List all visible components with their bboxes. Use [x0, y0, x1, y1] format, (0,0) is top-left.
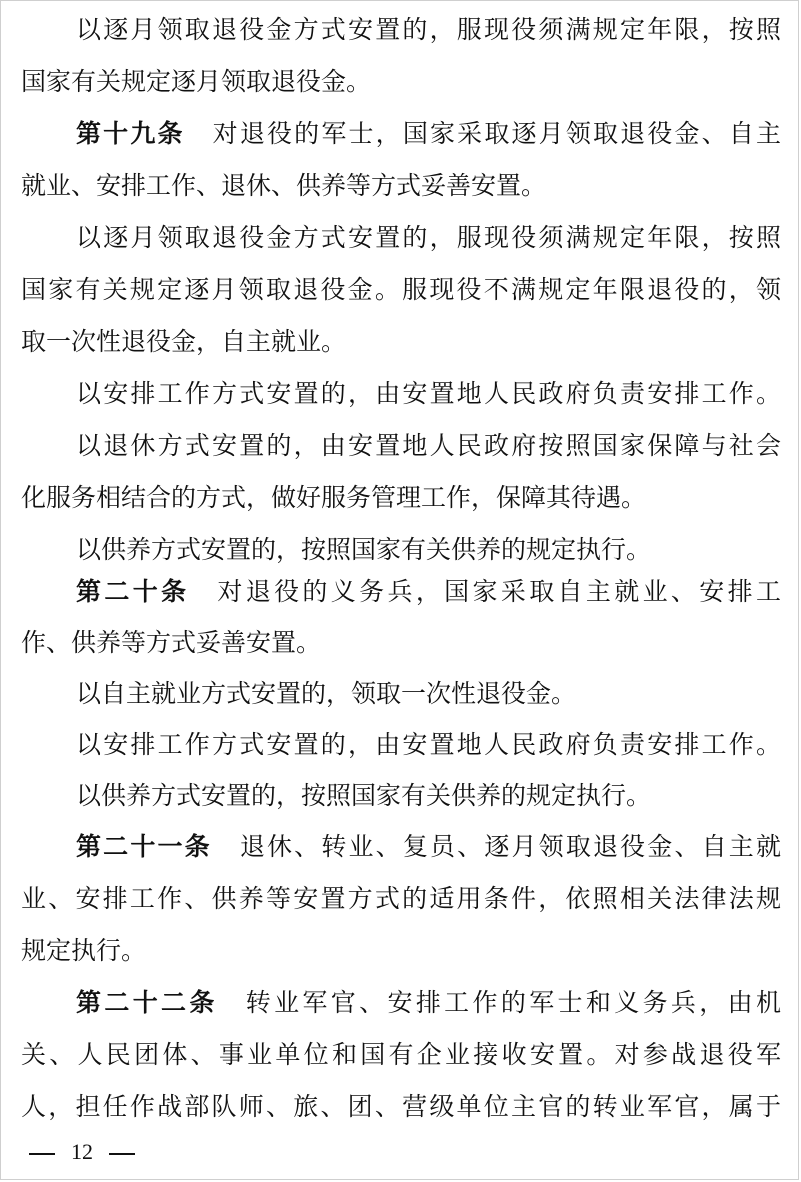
article-number: 第十九条	[76, 119, 185, 148]
text-line: 以供养方式安置的，按照国家有关供养的规定执行。	[76, 535, 652, 564]
text-line: 国家有关规定逐月领取退役金。服现役不满规定年限退役的，领	[21, 275, 781, 304]
text-line: 作、供养等方式妥善安置。	[21, 628, 322, 657]
text-line: 以供养方式安置的，按照国家有关供养的规定执行。	[76, 781, 652, 810]
text-line: 就业、安排工作、退休、供养等方式妥善安置。	[21, 171, 547, 200]
text-line: 以逐月领取退役金方式安置的，服现役须满规定年限，按照	[76, 223, 781, 252]
article-number: 第二十条	[76, 577, 190, 606]
text-line: 业、安排工作、供养等安置方式的适用条件，依照相关法律法规	[21, 884, 781, 913]
text-line: 关、人民团体、事业单位和国有企业接收安置。对参战退役军	[21, 1040, 781, 1069]
text-line: 规定执行。	[21, 936, 147, 965]
article-number: 第二十一条	[76, 832, 212, 861]
text-line: 国家有关规定逐月领取退役金。	[21, 67, 372, 96]
text-line: 以自主就业方式安置的，领取一次性退役金。	[76, 679, 577, 708]
text-line: 取一次性退役金，自主就业。	[21, 327, 347, 356]
article-22-heading: 第二十二条 转业军官、安排工作的军士和义务兵，由机	[76, 988, 781, 1017]
text-line: 以退休方式安置的，由安置地人民政府按照国家保障与社会	[76, 431, 781, 460]
article-number: 第二十二条	[76, 988, 218, 1017]
text-line: 以安排工作方式安置的，由安置地人民政府负责安排工作。	[76, 379, 781, 408]
text-line: 人，担任作战部队师、旅、团、营级单位主官的转业军官，属于	[21, 1092, 781, 1121]
footer-dash-right	[109, 1153, 135, 1155]
footer-dash-left	[29, 1153, 55, 1155]
article-19-heading: 第十九条 对退役的军士，国家采取逐月领取退役金、自主	[76, 119, 781, 148]
page-number: 12	[71, 1139, 93, 1164]
article-21-heading: 第二十一条 退休、转业、复员、逐月领取退役金、自主就	[76, 832, 781, 861]
text-line: 以安排工作方式安置的，由安置地人民政府负责安排工作。	[76, 730, 781, 759]
page-footer	[29, 1134, 135, 1170]
text-line: 以逐月领取退役金方式安置的，服现役须满规定年限，按照	[76, 15, 781, 44]
text-line: 化服务相结合的方式，做好服务管理工作，保障其待遇。	[21, 483, 647, 512]
article-20-heading: 第二十条 对退役的义务兵，国家采取自主就业、安排工	[76, 577, 781, 606]
